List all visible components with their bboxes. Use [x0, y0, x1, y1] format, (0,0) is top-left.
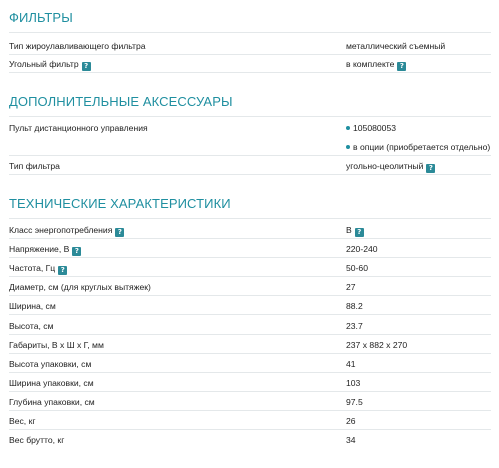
spec-label — [9, 377, 94, 389]
spec-label-text: Диаметр, см (для круглых вытяжек) — [9, 282, 151, 292]
spec-label-text: Габариты, В x Ш x Г, мм — [9, 340, 104, 350]
divider — [9, 72, 491, 73]
spec-value-with-help — [346, 58, 406, 71]
spec-value — [346, 415, 356, 427]
divider — [9, 54, 491, 55]
spec-row — [9, 243, 491, 261]
divider — [9, 238, 491, 239]
spec-value-text: 34 — [346, 435, 356, 445]
spec-value — [346, 281, 356, 293]
spec-value — [346, 300, 363, 312]
divider — [9, 334, 491, 335]
divider — [9, 155, 491, 156]
divider — [9, 295, 491, 296]
spec-row — [9, 122, 491, 140]
spec-value-text: 88.2 — [346, 301, 363, 311]
spec-value-text: B — [346, 225, 352, 235]
spec-label-text: Вес, кг — [9, 416, 36, 426]
spec-row-note — [9, 141, 491, 159]
accessory-code[interactable]: 105080053 — [353, 123, 397, 133]
spec-label — [9, 339, 104, 351]
spec-label — [9, 281, 151, 293]
section-title-accessories: ДОПОЛНИТЕЛЬНЫЕ АКСЕССУАРЫ — [9, 94, 233, 109]
spec-row — [9, 40, 491, 58]
spec-label — [9, 415, 35, 427]
spec-label — [9, 224, 124, 237]
spec-value — [346, 320, 363, 332]
spec-label-text: Вес брутто, кг — [9, 435, 65, 445]
spec-label: Пульт дистанционного управления — [9, 123, 148, 133]
question-mark-icon[interactable]: ? — [58, 266, 67, 275]
spec-row — [9, 434, 491, 452]
divider — [9, 174, 491, 175]
spec-row — [9, 320, 491, 338]
divider — [9, 429, 491, 430]
spec-value-bullet — [346, 141, 490, 153]
spec-value — [346, 224, 364, 237]
spec-row — [9, 281, 491, 299]
spec-value-text: 103 — [346, 378, 361, 388]
divider — [9, 372, 491, 373]
spec-label — [9, 262, 67, 275]
divider — [9, 314, 491, 315]
spec-value-text: в комплекте — [346, 59, 395, 69]
spec-value — [346, 434, 356, 446]
spec-value-text: 27 — [346, 282, 356, 292]
spec-value — [346, 377, 360, 389]
divider — [9, 32, 491, 33]
spec-row — [9, 262, 491, 280]
bullet-dot-icon — [346, 145, 350, 149]
spec-value — [346, 339, 407, 351]
divider — [9, 116, 491, 117]
divider — [9, 276, 491, 277]
section-title-filters: ФИЛЬТРЫ — [9, 10, 73, 25]
spec-label-text: Высота упаковки, см — [9, 359, 92, 369]
spec-value — [346, 358, 356, 370]
divider — [9, 353, 491, 354]
divider — [9, 410, 491, 411]
question-mark-icon[interactable]: ? — [426, 164, 435, 173]
question-mark-icon[interactable]: ? — [397, 62, 406, 71]
spec-value-text: 41 — [346, 359, 356, 369]
spec-row — [9, 224, 491, 242]
spec-label: Тип фильтра — [9, 161, 60, 171]
spec-label — [9, 320, 54, 332]
spec-value-text: 50-60 — [346, 263, 368, 273]
spec-label-text: Высота, см — [9, 321, 54, 331]
spec-label-text: Ширина упаковки, см — [9, 378, 94, 388]
accessory-note: в опции (приобретается отдельно) — [353, 142, 491, 152]
spec-value-bullet — [346, 122, 396, 134]
spec-value-text: 220-240 — [346, 244, 378, 254]
spec-value — [346, 243, 378, 255]
spec-label — [9, 434, 64, 446]
question-mark-icon[interactable]: ? — [115, 228, 124, 237]
spec-label — [9, 396, 95, 408]
spec-label-text: Глубина упаковки, см — [9, 397, 95, 407]
spec-label — [9, 300, 56, 312]
divider — [9, 218, 491, 219]
divider — [9, 257, 491, 258]
section-title-specs: ТЕХНИЧЕСКИЕ ХАРАКТЕРИСТИКИ — [9, 196, 231, 211]
question-mark-icon[interactable]: ? — [72, 247, 81, 256]
spec-row — [9, 396, 491, 414]
spec-label-text: Частота, Гц — [9, 263, 56, 273]
spec-value-with-help — [346, 160, 435, 173]
divider — [9, 391, 491, 392]
spec-label-text: Угольный фильтр — [9, 59, 79, 69]
spec-row — [9, 358, 491, 376]
spec-value-text: 237 x 882 x 270 — [346, 340, 408, 350]
spec-value-text: 26 — [346, 416, 356, 426]
spec-value-text: 23.7 — [346, 321, 363, 331]
spec-row — [9, 58, 491, 76]
question-mark-icon[interactable]: ? — [82, 62, 91, 71]
spec-value: металлический съемный — [346, 41, 446, 51]
spec-label — [9, 358, 91, 370]
spec-row — [9, 160, 491, 178]
spec-value — [346, 262, 368, 274]
spec-label-text: Напряжение, В — [9, 244, 70, 254]
spec-row — [9, 300, 491, 318]
bullet-dot-icon — [346, 126, 350, 130]
spec-row — [9, 415, 491, 433]
spec-label: Тип жироулавливающего фильтра — [9, 41, 146, 51]
spec-value — [346, 396, 363, 408]
question-mark-icon[interactable]: ? — [355, 228, 364, 237]
spec-label-text: Ширина, см — [9, 301, 56, 311]
spec-value-text: угольно-цеолитный — [346, 161, 424, 171]
spec-value-text: 97.5 — [346, 397, 363, 407]
spec-label-with-help — [9, 58, 91, 71]
spec-row — [9, 377, 491, 395]
spec-label — [9, 243, 81, 256]
spec-label-text: Класс энергопотребления — [9, 225, 113, 235]
spec-row — [9, 339, 491, 357]
